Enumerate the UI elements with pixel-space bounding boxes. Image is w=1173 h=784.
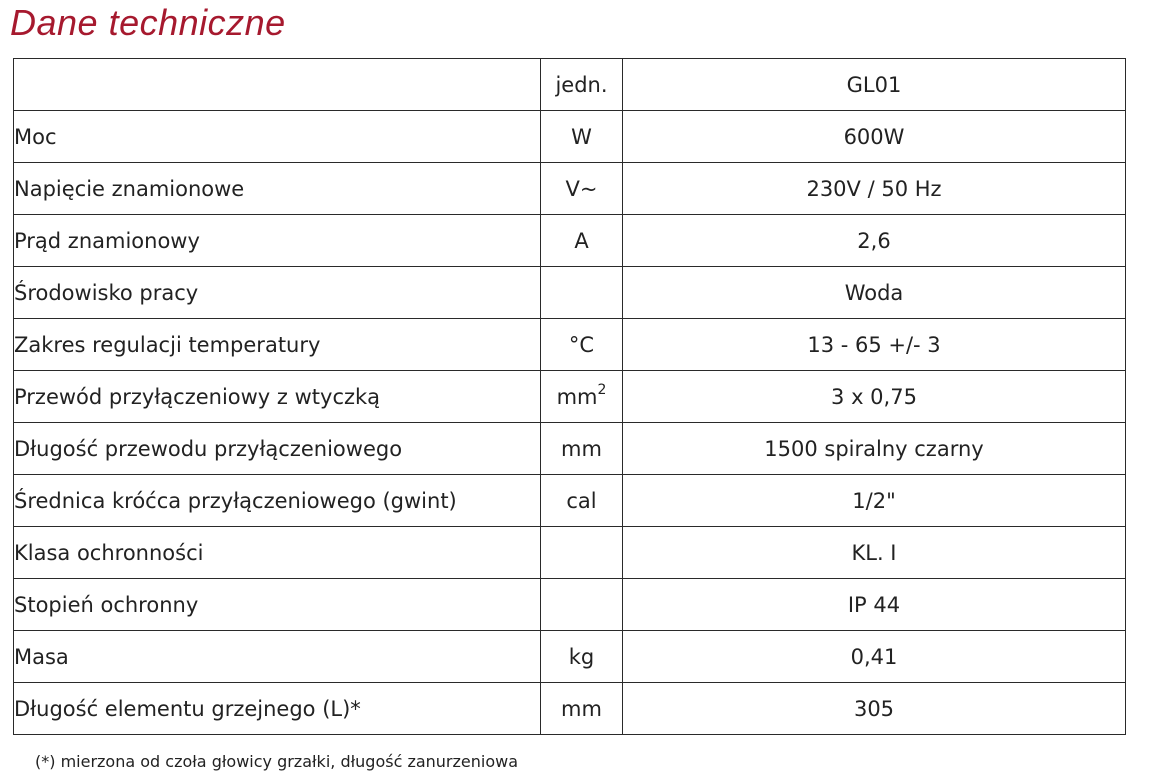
spec-unit [541, 631, 623, 683]
spec-value: 1/2" [623, 475, 1126, 527]
spec-unit-text: A [574, 228, 589, 253]
spec-unit [541, 475, 623, 527]
spec-label: Długość elementu grzejnego (L)* [14, 683, 541, 735]
spec-unit [541, 527, 623, 579]
spec-unit-text: W [571, 124, 592, 149]
spec-unit-text: V~ [565, 176, 598, 201]
footnote: (*) mierzona od czoła głowicy grzałki, długość zanurzeniowa [35, 752, 519, 771]
header-model-cell: GL01 [623, 59, 1126, 111]
table-row [14, 579, 1126, 631]
header-label-cell [14, 59, 541, 111]
spec-label: Zakres regulacji temperatury [14, 319, 541, 371]
table-row [14, 631, 1126, 683]
spec-value: 2,6 [623, 215, 1126, 267]
header-unit-cell: jedn. [541, 59, 623, 111]
table-row [14, 319, 1126, 371]
spec-value: 0,41 [623, 631, 1126, 683]
table-row [14, 267, 1126, 319]
table-row [14, 163, 1126, 215]
spec-label: Długość przewodu przyłączeniowego [14, 423, 541, 475]
table-row [14, 215, 1126, 267]
spec-value: 3 x 0,75 [623, 371, 1126, 423]
spec-unit-text: mm [561, 696, 602, 721]
spec-unit [541, 579, 623, 631]
spec-unit [541, 371, 623, 423]
spec-value: 600W [623, 111, 1126, 163]
table-row [14, 475, 1126, 527]
spec-unit [541, 215, 623, 267]
spec-unit-text: cal [566, 488, 597, 513]
table-row [14, 683, 1126, 735]
spec-value: IP 44 [623, 579, 1126, 631]
spec-unit-text: kg [568, 644, 595, 669]
spec-unit-text: mm [561, 436, 602, 461]
spec-value: 13 - 65 +/- 3 [623, 319, 1126, 371]
spec-label: Masa [14, 631, 541, 683]
spec-label: Klasa ochronności [14, 527, 541, 579]
spec-label: Średnica króćca przyłączeniowego (gwint) [14, 475, 541, 527]
table-row [14, 423, 1126, 475]
spec-unit [541, 163, 623, 215]
table-row [14, 527, 1126, 579]
table-row [14, 111, 1126, 163]
spec-unit-text: mm [556, 384, 598, 409]
specs-table [13, 58, 1126, 735]
spec-unit [541, 267, 623, 319]
spec-value: 305 [623, 683, 1126, 735]
spec-unit-superscript: 2 [597, 381, 607, 398]
spec-value: KL. I [623, 527, 1126, 579]
spec-label: Przewód przyłączeniowy z wtyczką [14, 371, 541, 423]
spec-value: 230V / 50 Hz [623, 163, 1126, 215]
spec-label: Prąd znamionowy [14, 215, 541, 267]
spec-unit [541, 683, 623, 735]
table-header-row [14, 59, 1126, 111]
spec-label: Stopień ochronny [14, 579, 541, 631]
spec-label: Moc [14, 111, 541, 163]
table-row [14, 371, 1126, 423]
spec-value: 1500 spiralny czarny [623, 423, 1126, 475]
spec-label: Napięcie znamionowe [14, 163, 541, 215]
page-title: Dane techniczne [10, 2, 286, 43]
spec-unit [541, 111, 623, 163]
spec-value: Woda [623, 267, 1126, 319]
spec-label: Środowisko pracy [14, 267, 541, 319]
spec-unit-text: °C [568, 332, 595, 357]
spec-unit [541, 319, 623, 371]
spec-unit [541, 423, 623, 475]
